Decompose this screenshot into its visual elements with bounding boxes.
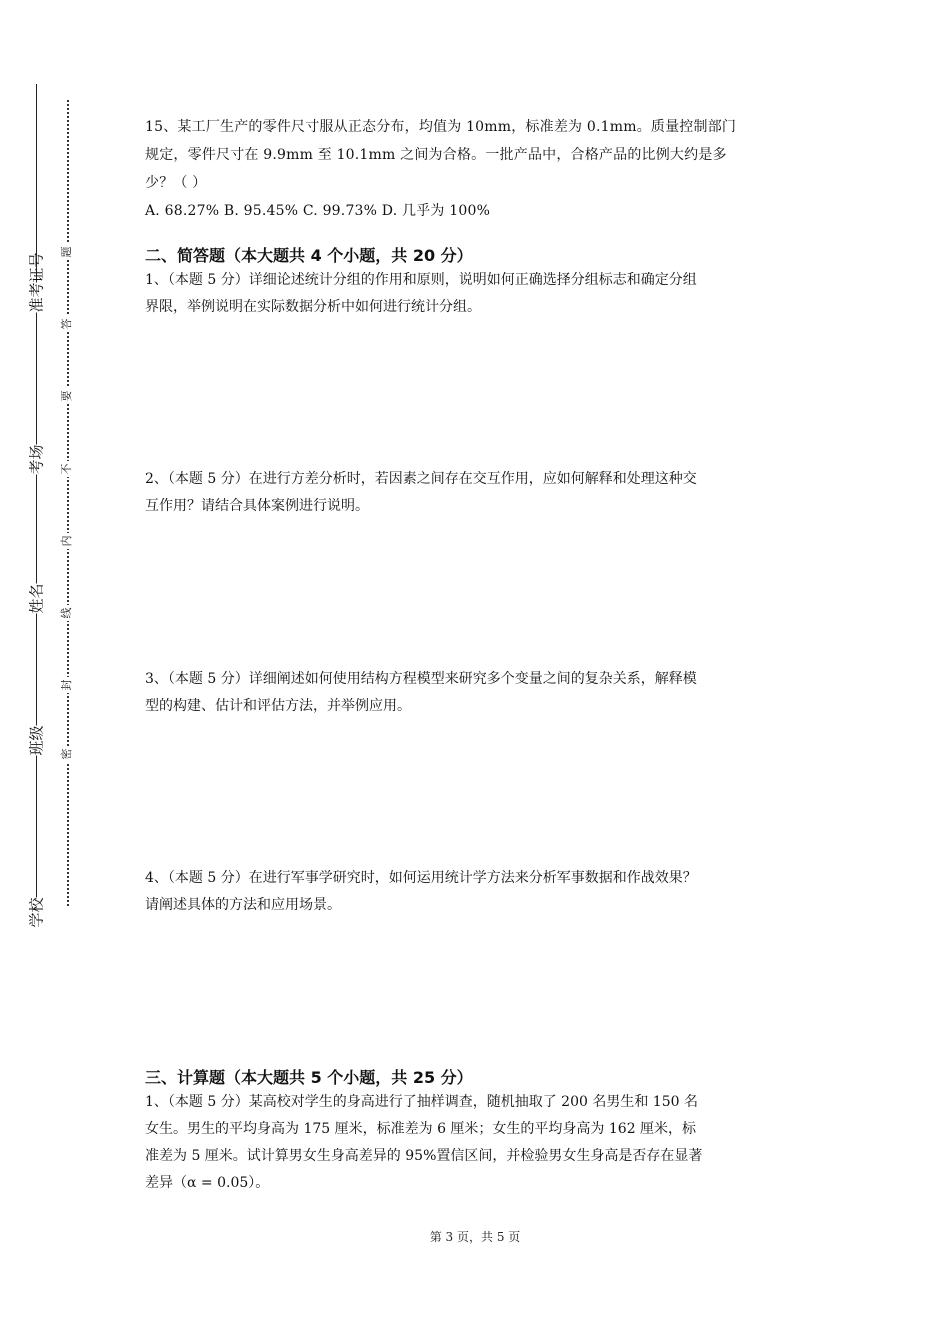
seal-char: 要	[59, 388, 75, 404]
field-school: 学校	[27, 897, 46, 928]
field-exam-id: 准考证号	[27, 252, 46, 313]
question-text: 准差为 5 厘米。试计算男女生身高差异的 95%置信区间，并检验男女生身高是否存在显著	[145, 1148, 703, 1164]
section-3-title-block	[145, 1066, 807, 1090]
section-title: 三、计算题（本大题共 5 个小题，共 25 分）	[145, 1068, 473, 1087]
field-name: 姓名	[27, 583, 46, 614]
question-text: 4、（本题 5 分）在进行军事学研究时，如何运用统计学方法来分析军事数据和作战效果？	[145, 870, 697, 886]
short-answer-q2	[145, 466, 807, 520]
seal-dotted-line	[67, 100, 69, 906]
short-answer-q4	[145, 865, 807, 919]
question-text: 规定，零件尺寸在 9.9mm 至 10.1mm 之间为合格。一批产品中，合格产品的比例大约是多	[145, 147, 727, 163]
question-text: 少？（ ）	[145, 175, 207, 191]
question-text: 女生。男生的平均身高为 175 厘米，标准差为 6 厘米；女生的平均身高为 162 厘米，标	[145, 1121, 697, 1137]
question-text: 2、（本题 5 分）在进行方差分析时，若因素之间存在交互作用，应如何解释和处理这种交	[145, 471, 697, 487]
field-exam-room: 考场	[27, 444, 46, 475]
short-answer-q3	[145, 666, 807, 720]
question-text: 1、（本题 5 分）详细论述统计分组的作用和原则，说明如何正确选择分组标志和确定分组	[145, 272, 697, 288]
question-text: 型的构建、估计和评估方法，并举例应用。	[145, 698, 411, 714]
answer-options: A. 68.27% B. 95.45% C. 99.73% D. 几乎为 100%	[145, 203, 491, 219]
question-text: 界限，举例说明在实际数据分析中如何进行统计分组。	[145, 299, 481, 315]
question-text: 1、（本题 5 分）某高校对学生的身高进行了抽样调查，随机抽取了 200 名男生和 150 名	[145, 1094, 698, 1110]
question-text: 差异（α = 0.05）。	[145, 1175, 270, 1191]
seal-char: 题	[59, 244, 75, 260]
question-text: 15、某工厂生产的零件尺寸服从正态分布，均值为 10mm，标准差为 0.1mm。质量控制部门	[145, 119, 737, 135]
calculation-q1	[145, 1089, 807, 1197]
question-text: 3、（本题 5 分）详细阐述如何使用结构方程模型来研究多个变量之间的复杂关系，解释模	[145, 671, 697, 687]
question-text: 请阐述具体的方法和应用场景。	[145, 897, 341, 913]
seal-char: 不	[59, 461, 75, 477]
short-answer-q1	[145, 267, 807, 321]
section-2-title-block	[145, 244, 807, 268]
field-class: 班级	[27, 725, 46, 756]
binding-line	[36, 84, 37, 922]
seal-char: 内	[59, 533, 75, 549]
seal-char: 密	[59, 746, 75, 762]
seal-char: 线	[59, 605, 75, 621]
question-text: 互作用？请结合具体案例进行说明。	[145, 498, 369, 514]
page-footer: 第 3 页，共 5 页	[429, 1230, 521, 1244]
seal-char: 封	[59, 677, 75, 693]
question-15	[145, 113, 807, 225]
section-title: 二、简答题（本大题共 4 个小题，共 20 分）	[145, 246, 473, 265]
seal-char: 答	[59, 316, 75, 332]
